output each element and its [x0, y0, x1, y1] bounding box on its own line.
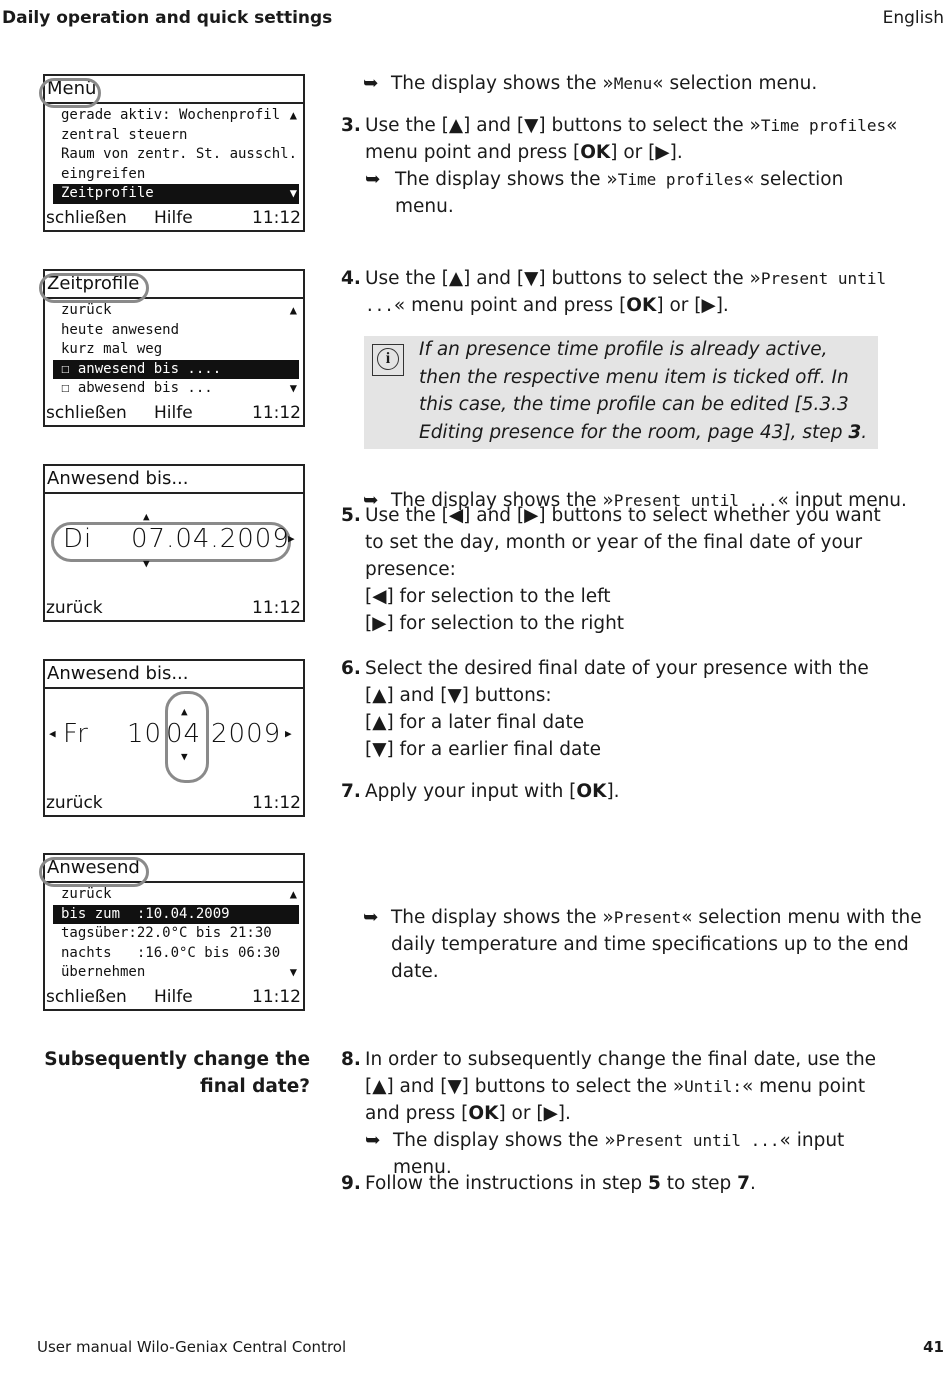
lcd-row: tagsüber:22.0°C bis 21:30	[61, 925, 272, 941]
date-day-field: 10.	[127, 719, 172, 749]
close-softkey: schließen	[46, 208, 127, 228]
lcd-menu-screen	[43, 74, 305, 232]
lcd-row-selected: bis zum :10.04.2009	[53, 905, 299, 925]
result-line: ➥ The display shows the »Menu« selection menu.	[341, 70, 950, 97]
scroll-up-icon: ▲	[289, 108, 297, 122]
result-arrow-icon: ➥	[363, 490, 379, 511]
step-3: 3. Use the [▲] and [▼] buttons to select the »Time profiles« menu point and press [OK] or [▶]. ➥ The display shows the »Time profiles« selection menu.	[341, 115, 898, 217]
lcd-row: nachts :16.0°C bis 06:30	[61, 944, 281, 961]
lcd-title: Anwesend bis...	[45, 661, 303, 689]
lcd-title: Anwesend bis...	[45, 466, 303, 494]
note-text: If an presence time profile is already active, then the respective menu item is ticked off. In this case, the time profile can be edited [5.3.3 Editing presence for the room, page 43], step 3.	[419, 339, 868, 443]
lcd-row: kurz mal weg	[61, 341, 163, 357]
info-note	[364, 336, 878, 449]
step-7: 7. Apply your input with [OK].	[341, 781, 620, 802]
lcd-row-selected: Zeitprofile ▼	[53, 184, 299, 204]
result-line: ➥ The display shows the »Present until ...« input menu.	[341, 487, 950, 514]
lcd-row: ☐ abwesend bis ... ▼	[59, 379, 299, 399]
lcd-row: heute anwesend	[61, 321, 180, 338]
highlight-ring	[39, 78, 101, 108]
month-field: 04	[166, 719, 202, 749]
step-6: 6. Select the desired final date of your presence with the [▲] and [▼] buttons: [▲] for a later final date [▼] for a earlier final date	[341, 658, 869, 760]
running-header-language: English	[882, 8, 944, 28]
lcd-present-screen	[43, 853, 305, 1011]
right-arrow-icon: ▶	[288, 532, 295, 545]
clock: 11:12	[252, 987, 301, 1007]
lcd-row: zurück ▲	[59, 301, 299, 321]
lcd-row: Raum von zentr. St. ausschl.	[61, 146, 298, 162]
scroll-down-icon: ▼	[289, 186, 297, 200]
scroll-up-icon: ▲	[289, 303, 297, 317]
result-arrow-icon: ➥	[365, 1130, 381, 1151]
day-field: Fr	[63, 719, 89, 749]
up-arrow-icon: ▲	[143, 510, 150, 523]
result-arrow-icon: ➥	[365, 169, 381, 190]
highlight-ring	[39, 857, 149, 887]
lcd-row: übernehmen ▼	[59, 963, 299, 983]
date-field: 07.04.2009	[131, 524, 290, 554]
step-8: 8. In order to subsequently change the final date, use the [▲] and [▼] buttons to select the »Until:« menu point and press [OK] or [▶]. ➥ The display shows the »Present until ...« input menu.	[341, 1049, 877, 1178]
step-9: 9. Follow the instructions in step 5 to step 7.	[341, 1173, 756, 1194]
help-softkey: Hilfe	[154, 208, 193, 228]
back-softkey: zurück	[46, 793, 103, 813]
lcd-present-until-month-screen	[43, 659, 305, 817]
clock: 11:12	[252, 208, 301, 228]
lcd-present-until-day-screen	[43, 464, 305, 622]
lcd-row: eingreifen	[61, 165, 146, 182]
scroll-down-icon: ▼	[289, 965, 297, 979]
close-softkey: schließen	[46, 987, 127, 1007]
info-icon: i	[372, 344, 404, 376]
help-softkey: Hilfe	[154, 403, 193, 423]
lcd-row: zurück ▲	[59, 885, 299, 905]
step-4: 4. Use the [▲] and [▼] buttons to select the »Present until ...« menu point and press [OK] or [▶].	[341, 268, 887, 316]
result-arrow-icon: ➥	[363, 907, 379, 928]
lcd-title: Menü	[45, 76, 303, 104]
down-arrow-icon: ▼	[181, 750, 188, 763]
right-arrow-icon: ▶	[285, 727, 292, 740]
help-softkey: Hilfe	[154, 987, 193, 1007]
page-number: 41	[923, 1338, 944, 1356]
result-line: ➥ The display shows the »Present« selection menu with the daily temperature and time specifications up to the end date.	[341, 904, 931, 985]
lcd-row-selected: ☐ anwesend bis ....	[53, 360, 299, 380]
clock: 11:12	[252, 793, 301, 813]
left-arrow-icon: ◀	[49, 727, 56, 740]
close-softkey: schließen	[46, 403, 127, 423]
side-heading: Subsequently change the final date?	[44, 1049, 310, 1097]
running-header-title: Daily operation and quick settings	[2, 8, 333, 28]
clock: 11:12	[252, 598, 301, 618]
lcd-time-profiles-screen	[43, 269, 305, 427]
lcd-row: zentral steuern	[61, 126, 188, 143]
back-softkey: zurück	[46, 598, 103, 618]
scroll-up-icon: ▲	[289, 887, 297, 901]
year-field: 2009	[211, 719, 282, 749]
footer-manual-title: User manual Wilo-Geniax Central Control	[37, 1338, 347, 1356]
lcd-row: gerade aktiv: Wochenprofil ▲	[59, 106, 299, 126]
day-field: Di	[63, 524, 93, 554]
down-arrow-icon: ▼	[143, 557, 150, 570]
lcd-title: Anwesend	[45, 855, 303, 883]
result-arrow-icon: ➥	[363, 73, 379, 94]
scroll-down-icon: ▼	[289, 381, 297, 395]
lcd-title: Zeitprofile	[45, 271, 303, 299]
up-arrow-icon: ▲	[181, 705, 188, 718]
clock: 11:12	[252, 403, 301, 423]
step-5: 5. Use the [◀] and [▶] buttons to select whether you want to set the day, month or year of the final date of your presence: [◀] for selection to the left [▶] for selection to the right	[341, 505, 881, 634]
highlight-ring	[39, 273, 149, 303]
